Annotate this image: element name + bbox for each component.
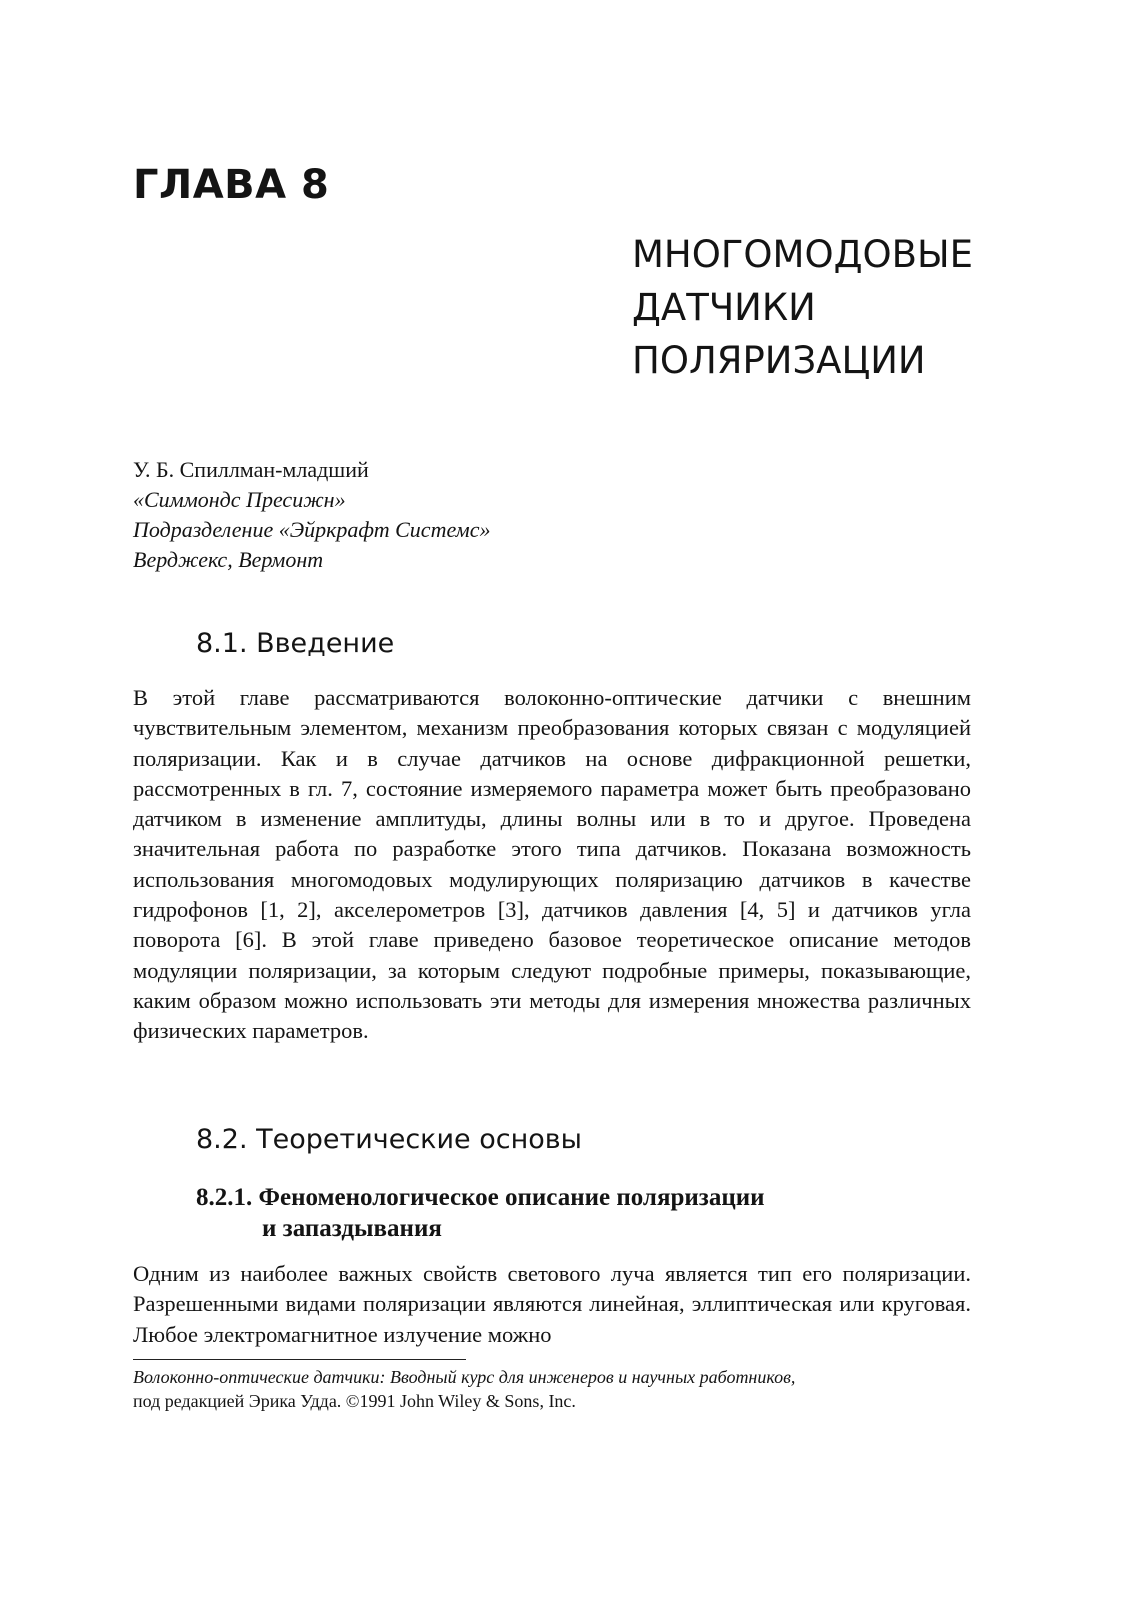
footnote-copyright: под редакцией Эрика Удда. ©1991 John Wiley & Sons, Inc. xyxy=(133,1391,576,1411)
footnote-divider xyxy=(133,1359,466,1360)
chapter-title xyxy=(632,228,973,387)
chapter-title-line: ДАТЧИКИ xyxy=(632,286,816,329)
intro-paragraph: В этой главе рассматриваются волоконно-оптические датчики с внешним чувствительным элементом, механизм преобразования которых связан с модуляцией поляризации. Как и в случае датчиков на основе дифракционной решетки, рассмотренных в гл. 7, состояние измеряемого параметра может быть преобразовано датчиком в изменение амплитуды, длины волны или в то и другое. Проведена значительная работа по разработке этого типа датчиков. Показана возможность использования многомодовых модулирующих поляризацию датчиков в качестве гидрофонов [1, 2], акселерометров [3], датчиков давления [4, 5] и датчиков угла поворота [6]. В этой главе приведено базовое теоретическое описание методов модуляции поляризации, за которым следуют подробные примеры, показывающие, каким образом можно использовать эти методы для измерения множества различных физических параметров. xyxy=(133,685,971,1044)
subsection-heading xyxy=(196,1182,765,1244)
author-company: «Симмондс Пресижн» xyxy=(133,487,346,512)
chapter-title-line: МНОГОМОДОВЫЕ xyxy=(632,233,974,276)
author-block xyxy=(133,455,490,575)
footnote-source: Волоконно-оптические датчики: Вводный курс для инженеров и научных работников, xyxy=(133,1367,796,1387)
author-name: У. Б. Спиллман-младший xyxy=(133,457,369,482)
section-heading-intro: 8.1. Введение xyxy=(196,628,395,659)
author-location: Верджекс, Вермонт xyxy=(133,547,324,572)
chapter-label: ГЛАВА 8 xyxy=(133,162,330,208)
theory-paragraph: Одним из наиболее важных свойств светового луча является тип его поляризации. Разрешенными видами поляризации являются линейная, эллиптическая или круговая. Любое электромагнитное излучение можно xyxy=(133,1261,971,1347)
chapter-title-line: ПОЛЯРИЗАЦИИ xyxy=(632,339,926,382)
footnote xyxy=(133,1365,978,1413)
author-division: Подразделение «Эйркрафт Системс» xyxy=(133,517,491,542)
subsection-heading-line1: 8.2.1. Феноменологическое описание поляризации xyxy=(196,1184,765,1211)
section-heading-theory: 8.2. Теоретические основы xyxy=(196,1124,582,1155)
subsection-heading-line2: и запаздывания xyxy=(262,1215,442,1242)
